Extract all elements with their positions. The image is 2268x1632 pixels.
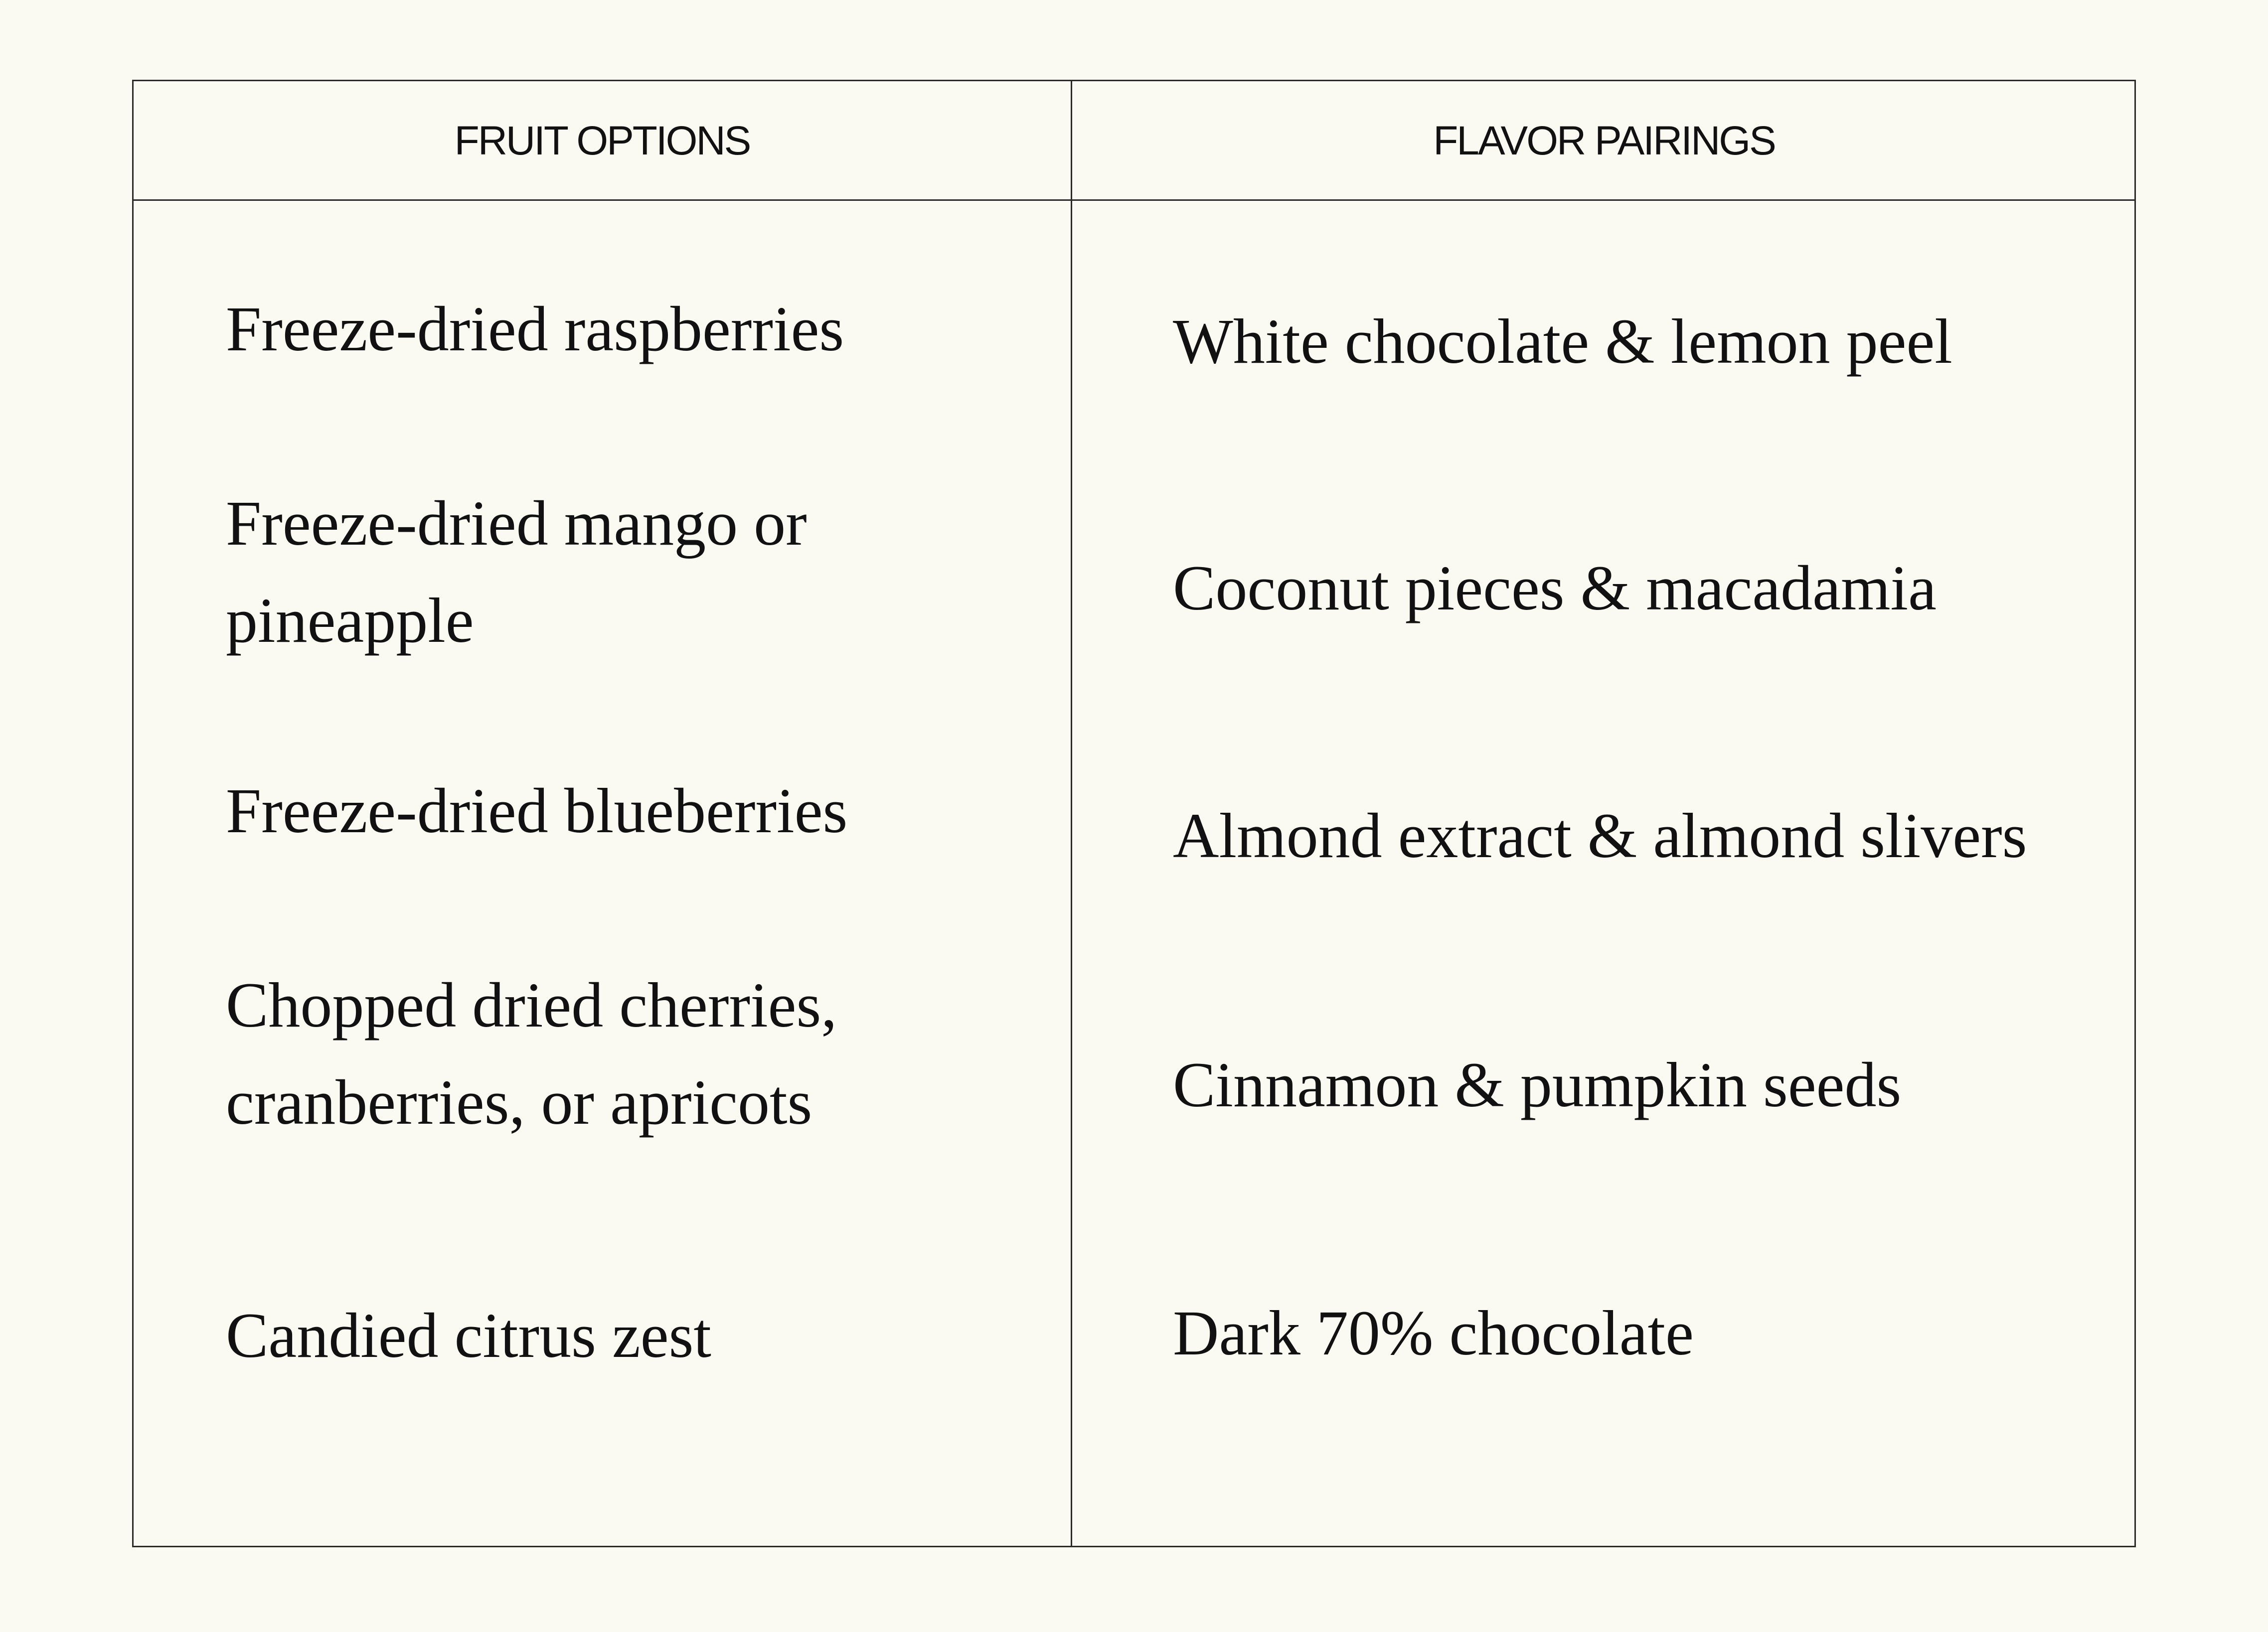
fruit-option-line: cranberries, or apricots [226,1067,812,1138]
fruit-option-line: Candied citrus zest [226,1300,711,1371]
fruit-option-mango [226,475,807,669]
flavor-pairing-cinnamon: Cinnamon & pumpkin seeds [1173,1049,1902,1120]
fruit-option-line: Freeze-dried raspberries [226,294,844,364]
flavor-pairing-dark-chocolate: Dark 70% chocolate [1173,1298,1694,1368]
column-divider [1071,81,1072,1546]
pairing-table [132,80,2136,1547]
fruit-option-line: Chopped dried cherries, [226,970,837,1040]
flavor-pairing-almond: Almond extract & almond slivers [1173,800,2027,871]
header-flavor-pairings: FLAVOR PAIRINGS [1433,118,1775,163]
fruit-option-line: Freeze-dried mango or [226,488,807,559]
fruit-option-line: pineapple [226,585,474,656]
fruit-option-citrus-zest [226,1287,711,1384]
flavor-pairing-white-chocolate: White chocolate & lemon peel [1173,306,1952,377]
fruit-option-line: Freeze-dried blueberries [226,775,848,846]
fruit-option-raspberries [226,281,844,378]
header-fruit-options: FRUIT OPTIONS [454,118,750,163]
flavor-pairing-coconut: Coconut pieces & macadamia [1173,553,1937,623]
table-header-row [134,81,2134,201]
fruit-option-blueberries [226,762,847,860]
fruit-option-cherries [226,957,837,1151]
